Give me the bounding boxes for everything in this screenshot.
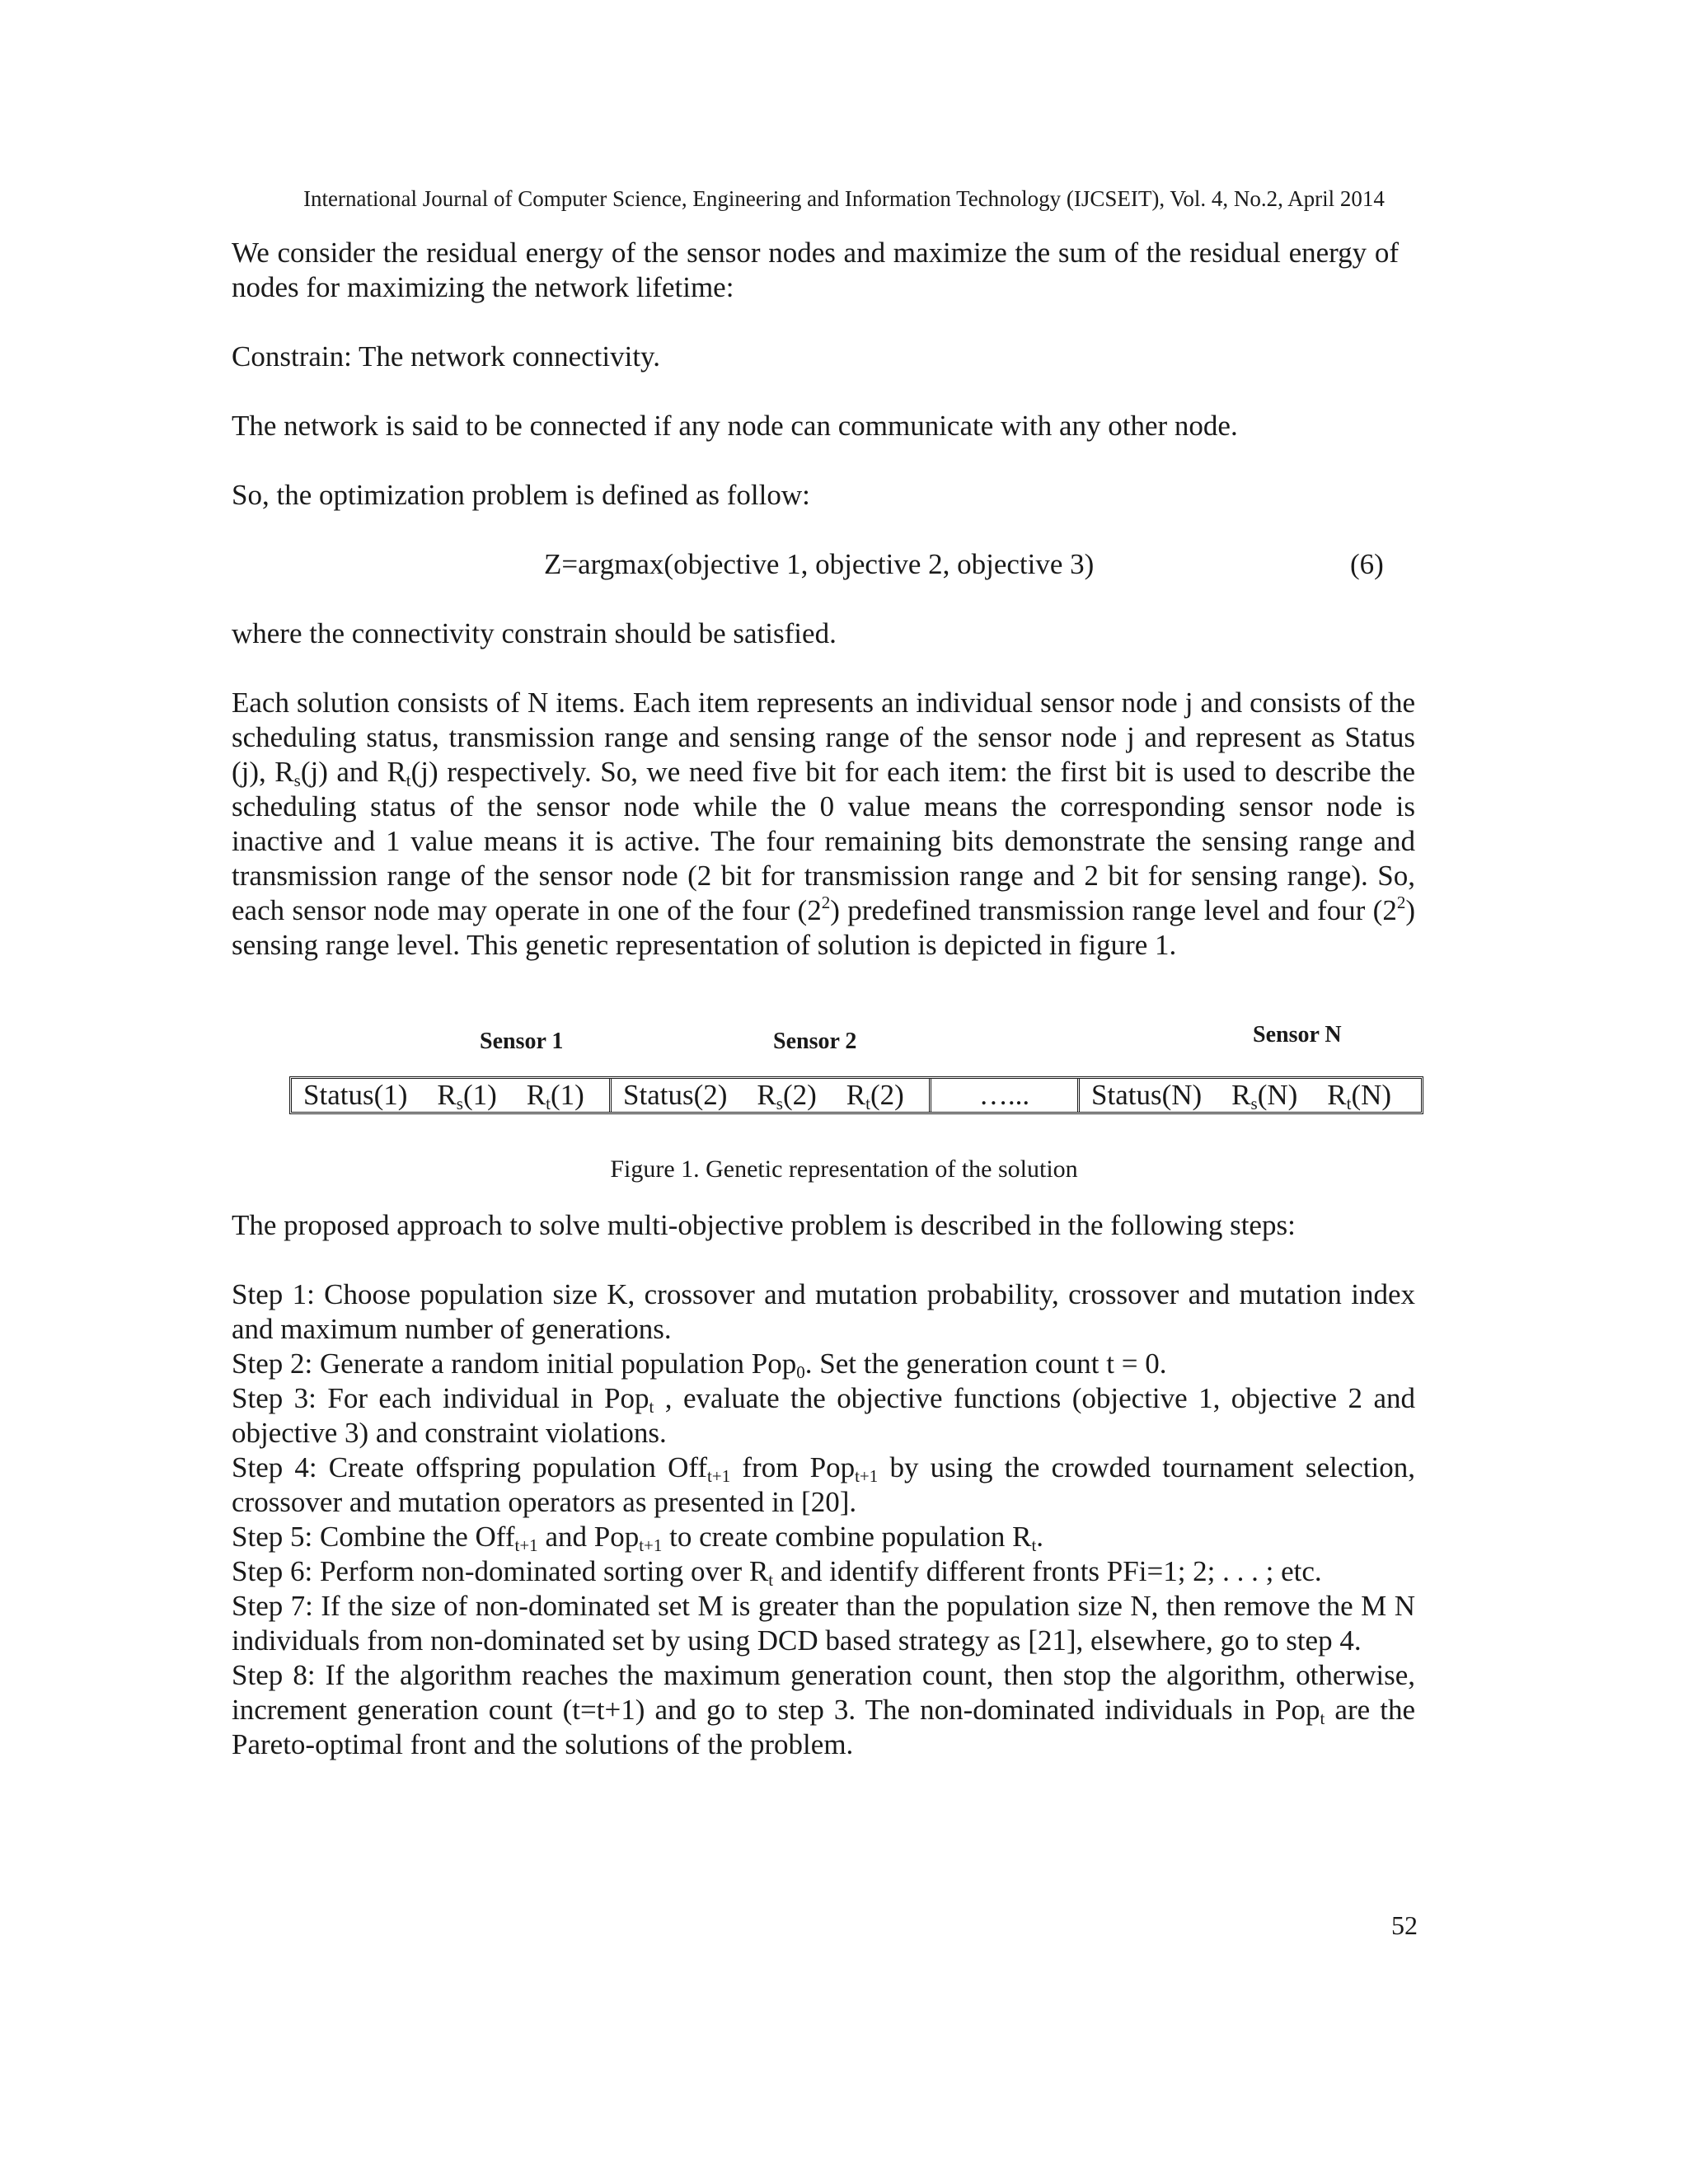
subscript: t: [1320, 1708, 1325, 1728]
text-segment: to create combine population R: [662, 1521, 1032, 1553]
step-6: [232, 1554, 1415, 1589]
figure-caption: Figure 1. Genetic representation of the solution: [610, 1155, 1078, 1183]
sensing-range: [437, 1079, 496, 1112]
subscript: t: [865, 1094, 870, 1113]
text-segment: (j) respectively. So, we need five bit for each item: the first bit is used to describe the scheduling status of the sensor node while the 0 value means the corresponding sensor node is inactive and 1 value means it is active. The four remaining bits demonstrate the sensing range and transmission range of the sensor node (2 bit for transmission range and 2 bit for sensing range). So, each sensor node may operate in one of the four (2: [232, 756, 1415, 926]
text-segment: from Pop: [730, 1451, 856, 1483]
superscript: 2: [821, 893, 831, 912]
sensing-range: [1231, 1079, 1297, 1112]
status-bit: Status(N): [1091, 1079, 1203, 1111]
step-8: [232, 1658, 1415, 1762]
subscript: t: [649, 1397, 654, 1417]
subscript: 0: [796, 1362, 805, 1382]
r-symbol: R: [437, 1079, 457, 1111]
steps-list: [232, 1277, 1415, 1762]
optimization-intro: So, the optimization problem is defined as follow:: [232, 479, 810, 511]
status-bit: Status(2): [623, 1079, 728, 1111]
gene-cell-sensor-1: [292, 1079, 612, 1112]
gene-cell-sensor-2: [612, 1079, 931, 1112]
step-2: [232, 1347, 1415, 1381]
text-segment: and Pop: [537, 1521, 640, 1553]
text-segment: Step 4: Create offspring population Off: [232, 1451, 708, 1483]
r-symbol: R: [757, 1079, 776, 1111]
connected-definition: The network is said to be connected if any node can communicate with any other node.: [232, 410, 1238, 442]
subscript: t: [768, 1570, 774, 1590]
sensor-label-n: Sensor N: [1253, 1022, 1342, 1047]
subscript: s: [293, 771, 301, 790]
text-segment: ) predefined transmission range level and four (2: [830, 894, 1397, 926]
subscript: t+1: [707, 1466, 731, 1486]
r-symbol: R: [1327, 1079, 1347, 1111]
text-segment: , evaluate the objective functions (objective 1, objective 2 and objective 3) and constraint violations.: [232, 1382, 1416, 1449]
text-segment: ) sensing range level. This genetic representation of solution is depicted in figure 1.: [232, 894, 1415, 961]
arg: (2): [782, 1079, 817, 1111]
equation-text: Z=argmax(objective 1, objective 2, objective 3): [544, 548, 1095, 580]
transmission-range: [846, 1079, 904, 1112]
text-segment: by using the crowded tournament selection, crossover and mutation operators as presented in [20].: [232, 1451, 1416, 1518]
subscript: t: [546, 1094, 551, 1113]
text-segment: Step 6: Perform non-dominated sorting over R: [232, 1555, 769, 1587]
text-segment: .: [1036, 1521, 1044, 1553]
text-segment: are the Pareto-optimal front and the solutions of the problem.: [232, 1694, 1415, 1760]
r-symbol: R: [846, 1079, 866, 1111]
arg: (1): [462, 1079, 497, 1111]
approach-intro: The proposed approach to solve multi-objective problem is described in the following steps:: [232, 1209, 1296, 1241]
genetic-representation-table: [289, 1076, 1423, 1114]
connectivity-note: where the connectivity constrain should be satisfied.: [232, 617, 837, 649]
step-4: [232, 1451, 1415, 1520]
subscript: s: [776, 1094, 783, 1113]
arg: (1): [550, 1079, 584, 1111]
transmission-range: [527, 1079, 584, 1112]
step-3: [232, 1381, 1415, 1451]
step-7: Step 7: If the size of non-dominated set M is greater than the population size N, then remove the M N individuals from non-dominated set by using DCD based strategy as [21], elsewhere, go to step 4.: [232, 1590, 1415, 1657]
subscript: t: [406, 771, 411, 790]
text-segment: Step 3: For each individual in Pop: [232, 1382, 649, 1414]
page-number: 52: [1391, 1910, 1418, 1940]
gene-cell-ellipsis: [931, 1079, 1080, 1112]
arg: (N): [1351, 1079, 1392, 1111]
text-segment: Step 5: Combine the Off: [232, 1521, 515, 1553]
subscript: s: [1250, 1094, 1258, 1113]
solution-paragraph: [232, 686, 1415, 963]
subscript: t+1: [514, 1535, 538, 1555]
step-5: [232, 1520, 1415, 1554]
superscript: 2: [1396, 893, 1406, 912]
step-1: Step 1: Choose population size K, crossover and mutation probability, crossover and mutation index and maximum number of generations.: [232, 1278, 1415, 1345]
r-symbol: R: [1231, 1079, 1251, 1111]
sensor-label-2: Sensor 2: [773, 1029, 857, 1054]
gene-cell-sensor-n: [1080, 1079, 1421, 1112]
subscript: t: [1031, 1535, 1037, 1555]
paragraph-residual-energy: We consider the residual energy of the sensor nodes and maximize the sum of the residual energy of nodes for maximizing the network lifetime:: [232, 237, 1399, 303]
arg: (2): [870, 1079, 904, 1111]
text-segment: . Set the generation count t = 0.: [804, 1347, 1167, 1380]
transmission-range: [1327, 1079, 1391, 1112]
text-segment: and identify different fronts PFi=1; 2; . . . ; etc.: [773, 1555, 1322, 1587]
subscript: s: [456, 1094, 463, 1113]
equation-number: (6): [1350, 548, 1384, 580]
sensing-range: [757, 1079, 816, 1112]
arg: (N): [1257, 1079, 1298, 1111]
running-header: International Journal of Computer Science, Engineering and Information Technology (IJCSEIT), Vol. 4, No.2, April 2014: [303, 186, 1385, 211]
text-segment: (j) and R: [300, 756, 406, 788]
r-symbol: R: [526, 1079, 546, 1111]
status-bit: Status(1): [303, 1079, 408, 1111]
text-segment: Each solution consists of N items. Each item represents an individual sensor node j and consists of the scheduling status, transmission range and sensing range of the sensor node j and represent as Status (j), R: [232, 687, 1415, 788]
text-segment: Step 8: If the algorithm reaches the maximum generation count, then stop the algorithm, otherwise, increment generation count (t=t+1) and go to step 3. The non-dominated individuals in Pop: [232, 1659, 1415, 1726]
text-segment: Step 2: Generate a random initial population Pop: [232, 1347, 797, 1380]
subscript: t+1: [855, 1466, 879, 1486]
subscript: t+1: [639, 1535, 663, 1555]
ellipsis: …...: [978, 1079, 1030, 1111]
sensor-label-1: Sensor 1: [480, 1029, 564, 1054]
subscript: t: [1346, 1094, 1352, 1113]
constrain-line: Constrain: The network connectivity.: [232, 340, 661, 373]
